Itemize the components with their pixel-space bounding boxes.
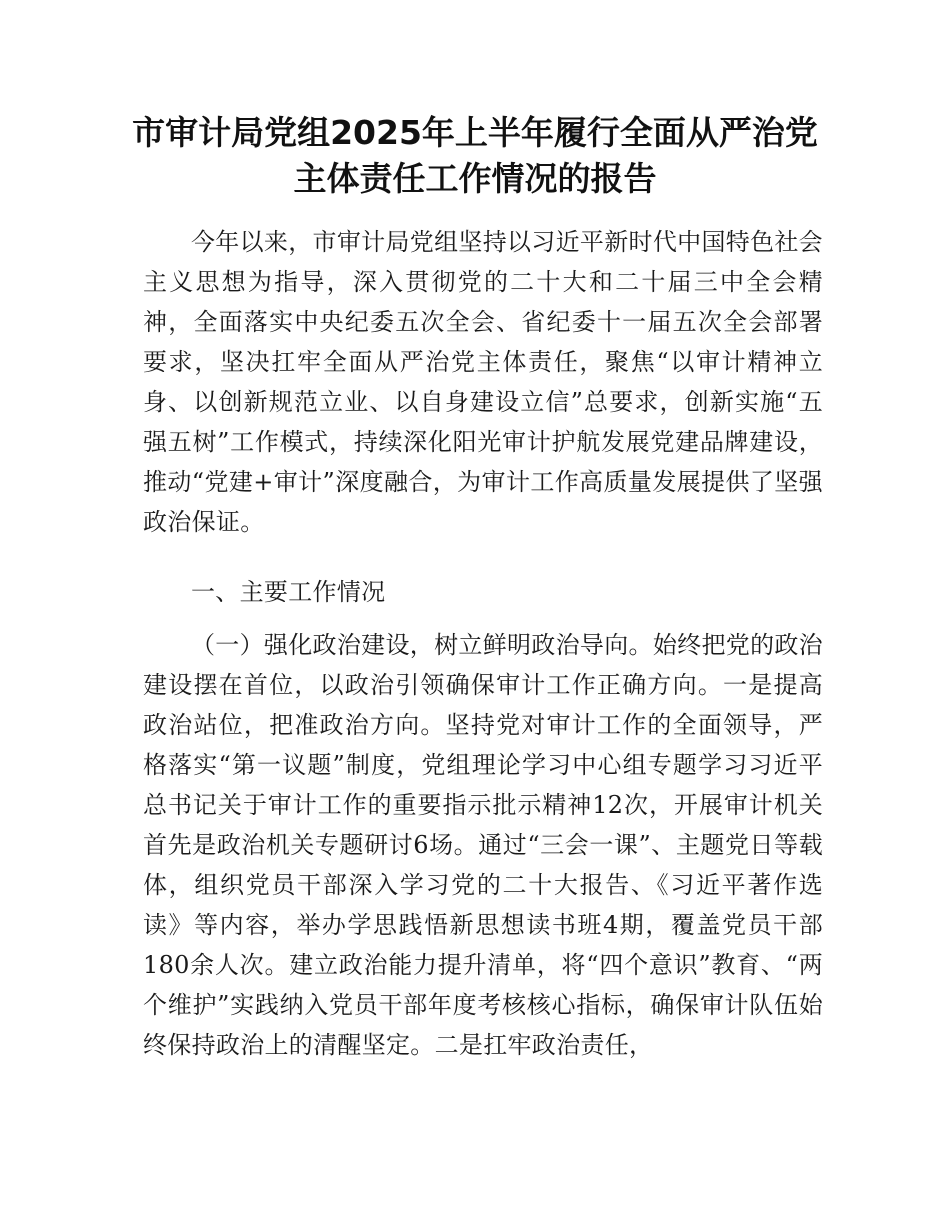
- intro-paragraph: 今年以来，市审计局党组坚持以习近平新时代中国特色社会主义思想为指导，深入贯彻党的二十大和二十届三中全会精神，全面落实中央纪委五次全会、省纪委十一届五次全会部署要求，坚决扛牢全面从严治党主体责任，聚焦“以审计精神立身、以创新规范立业、以自身建设立信”总要求，创新实施“五强五树”工作模式，持续深化阳光审计护航发展党建品牌建设，推动“党建+审计”深度融合，为审计工作高质量发展提供了坚强政治保证。: [143, 228, 823, 536]
- section-heading: 一、主要工作情况: [191, 578, 386, 606]
- title-line-1: 市审计局党组2025年上半年履行全面从严治党: [132, 113, 818, 152]
- document-title: [120, 110, 830, 202]
- title-line-2: 主体责任工作情况的报告: [293, 159, 657, 198]
- section-1-paragraph: （一）强化政治建设，树立鲜明政治导向。始终把党的政治建设摆在首位，以政治引领确保审计工作正确方向。一是提高政治站位，把准政治方向。坚持党对审计工作的全面领导，严格落实“第一议题”制度，党组理论学习中心组专题学习习近平总书记关于审计工作的重要指示批示精神12次，开展审计机关首先是政治机关专题研讨6场。通过“三会一课”、主题党日等载体，组织党员干部深入学习党的二十大报告、《习近平著作选读》等内容，举办学思践悟新思想读书班4期，覆盖党员干部180余人次。建立政治能力提升清单，将“四个意识”教育、“两个维护”实践纳入党员干部年度考核核心指标，确保审计队伍始终保持政治上的清醒坚定。二是扛牢政治责任，: [143, 631, 823, 1059]
